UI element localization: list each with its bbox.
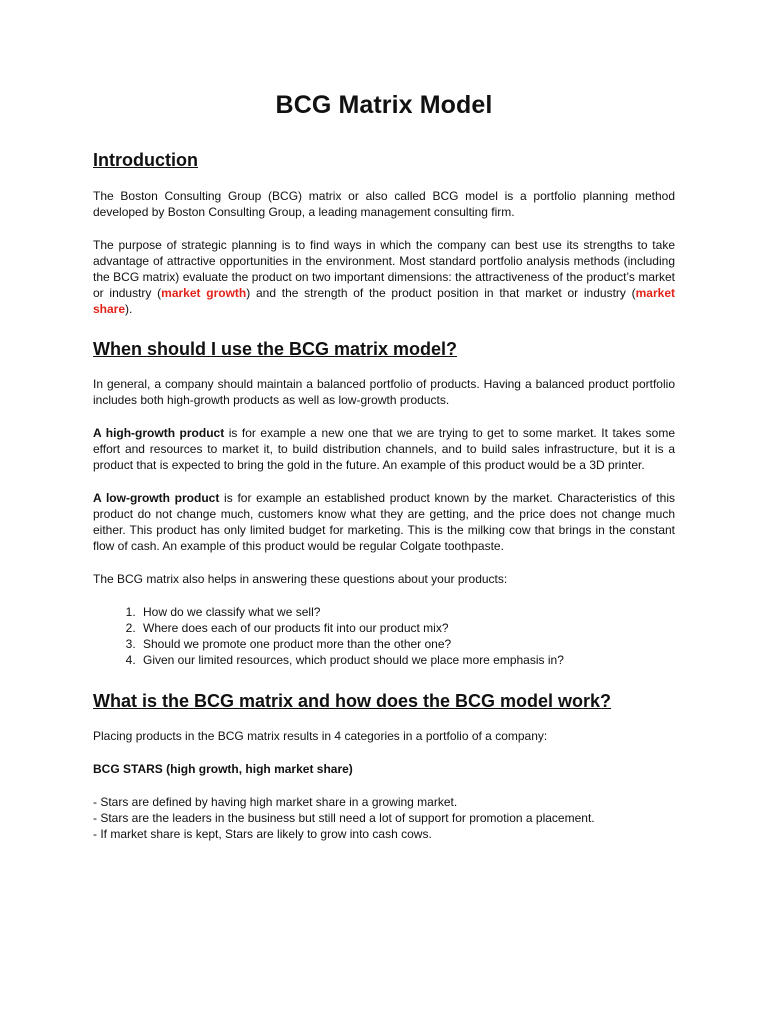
stars-heading-text: BCG STARS (high growth, high market share): [93, 762, 353, 776]
market-share-highlight: market share: [93, 286, 675, 316]
questions-list: [93, 604, 675, 668]
list-item: 4. Given our limited resources, which product should we place more emphasis in?: [139, 652, 675, 668]
intro-p2-text-c: ).: [125, 302, 133, 316]
high-growth-label: A high-growth product: [93, 426, 225, 440]
document-title: BCG Matrix Model: [275, 91, 493, 119]
when-paragraph-3: [93, 490, 675, 554]
introduction-heading: Introduction: [93, 150, 198, 170]
intro-p2-text-a: The purpose of strategic planning is to find ways in which the company can best use its strengths to take advantage of attractive opportunities in the environment. Most standard portfolio analysis methods (including the BCG matrix) evaluate the product on two important dimensions: the attractiveness of the product’s market or industry (: [93, 238, 675, 300]
list-item: - Stars are defined by having high market share in a growing market.: [93, 795, 458, 809]
intro-p2-text-b: ) and the strength of the product position in that market or industry (: [246, 286, 636, 300]
market-growth-highlight: market growth: [161, 286, 247, 300]
intro-paragraph-1: The Boston Consulting Group (BCG) matrix or also called BCG model is a portfolio planning method developed by Boston Consulting Group, a leading management consulting firm.: [93, 189, 675, 219]
list-item: 2. Where does each of our products fit into our product mix?: [139, 620, 675, 636]
intro-paragraph-2: [93, 237, 675, 317]
stars-list: [93, 794, 675, 842]
stars-heading: [93, 761, 675, 777]
when-heading: When should I use the BCG matrix model?: [93, 339, 458, 359]
list-item: - If market share is kept, Stars are likely to grow into cash cows.: [93, 827, 432, 841]
when-paragraph-1: In general, a company should maintain a balanced portfolio of products. Having a balanced product portfolio includes both high-growth products as well as low-growth products.: [93, 377, 675, 407]
list-item: 3. Should we promote one product more than the other one?: [139, 636, 675, 652]
what-heading: What is the BCG matrix and how does the BCG model work?: [93, 691, 612, 711]
high-growth-text: is for example a new one that we are trying to get to some market. It takes some effort and resources to market it, to build distribution channels, and to build sales infrastructure, but it is a product that is expected to bring the gold in the future. An example of this product would be a 3D printer.: [93, 426, 675, 472]
list-item: - Stars are the leaders in the business but still need a lot of support for promotion a placement.: [93, 811, 595, 825]
when-paragraph-2: [93, 425, 675, 473]
low-growth-label: A low-growth product: [93, 491, 220, 505]
low-growth-text: is for example an established product known by the market. Characteristics of this product do not change much, customers know what they are getting, and the price does not change much either. This product has only limited budget for marketing. This is the milking cow that brings in the constant flow of cash. An example of this product would be regular Colgate toothpaste.: [93, 491, 675, 553]
when-paragraph-4: The BCG matrix also helps in answering these questions about your products:: [93, 572, 508, 586]
list-item: 1. How do we classify what we sell?: [139, 604, 675, 620]
document-content: [93, 90, 675, 842]
what-paragraph-1: Placing products in the BCG matrix results in 4 categories in a portfolio of a company:: [93, 729, 548, 743]
